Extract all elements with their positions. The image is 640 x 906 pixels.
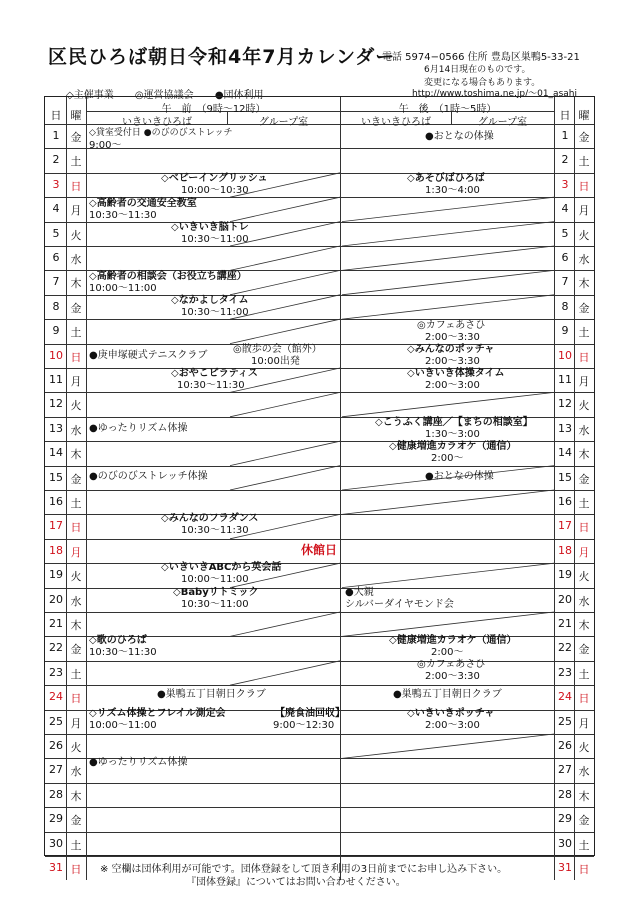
weekday-label-left: 土: [70, 326, 82, 340]
day-number-right: 23: [558, 665, 572, 679]
day-number-right: 25: [558, 714, 572, 728]
day-number-right: 24: [558, 690, 572, 704]
event-d20-pm-name: シルバーダイヤモンド会: [345, 599, 454, 610]
day-number-right: 15: [558, 470, 572, 484]
weekday-label-left: 火: [70, 741, 82, 754]
weekday-label-left: 水: [70, 423, 82, 437]
day-number-left: 4: [52, 202, 60, 216]
weekday-label-right: 水: [578, 594, 590, 608]
empty-slot-diagonal: [342, 612, 554, 636]
event-d17-am: ◇みんなのフラダンス: [161, 513, 259, 524]
day-number-right: 17: [558, 519, 572, 533]
day-number-right: 8: [561, 299, 569, 313]
event-d11-am: ◇おやこピラティス: [171, 368, 258, 379]
day-number-left: 5: [52, 226, 60, 240]
day-number-right: 19: [558, 568, 572, 582]
weekday-label-right: 日: [578, 692, 590, 706]
event-d13-pm: ◇こうふく講座／【まちの相談室】: [375, 417, 533, 428]
event-d27-am: ●ゆったりリズム体操: [89, 757, 188, 768]
event-d1-pm: ●おとなの体操: [425, 131, 494, 142]
weekday-label-right: 水: [578, 253, 590, 266]
empty-slot-diagonal: [230, 197, 340, 221]
row-divider: [45, 295, 594, 296]
day-number-right: 14: [558, 446, 572, 460]
weekday-label-left: 月: [70, 545, 82, 559]
day-number-right: 29: [558, 812, 572, 826]
weekday-label-right: 月: [578, 545, 590, 559]
row-divider: [45, 539, 594, 540]
event-d9-pm-time: 2:00〜3:30: [425, 332, 480, 343]
day-number-left: 25: [49, 714, 63, 728]
day-number-right: 20: [558, 592, 572, 606]
event-d3-am: ◇ベビーイングリッシュ: [161, 173, 268, 184]
event-d11-pm: ◇いきいき体操タイム: [407, 368, 505, 379]
weekday-label-left: 水: [70, 594, 82, 608]
day-number-left: 28: [49, 787, 63, 801]
event-d10-pm-time: 2:00〜3:30: [425, 356, 480, 367]
event-d3-pm: ◇あそびばひろば: [407, 173, 485, 184]
day-number-left: 2: [52, 153, 60, 167]
empty-slot-diagonal: [230, 466, 340, 490]
day-number-right: 30: [558, 836, 572, 850]
day-number-right: 27: [558, 763, 572, 777]
event-d7-am: ◇高齢者の相談会（お役立ち講座）: [89, 271, 247, 282]
event-d24-am: ●巣鴨五丁目朝日クラブ: [157, 689, 266, 700]
day-number-left: 20: [49, 592, 63, 606]
weekday-label-left: 金: [70, 301, 82, 315]
day-number-left: 23: [49, 665, 63, 679]
column-divider: [554, 97, 555, 880]
event-d15-pm: ●おとなの体操: [425, 471, 494, 482]
weekday-label-right: 木: [578, 789, 590, 803]
weekday-label-left: 土: [70, 497, 82, 510]
day-number-right: 22: [558, 641, 572, 655]
weekday-label-right: 火: [578, 399, 590, 413]
header-pm-group: グループ室: [477, 117, 528, 128]
column-divider: [340, 97, 341, 880]
empty-slot-diagonal: [230, 246, 340, 270]
header-day-left: 日: [50, 109, 62, 122]
day-number-left: 18: [49, 543, 63, 557]
event-d15-am: ●のびのびストレッチ体操: [89, 471, 208, 482]
legend-council: ◎運営協議会: [134, 90, 194, 101]
row-divider: [45, 173, 594, 174]
event-d20-pm: ●大親: [345, 587, 374, 598]
event-d1-am-time: 9:00〜: [89, 140, 122, 151]
weekday-label-left: 月: [70, 204, 82, 218]
day-number-right: 10: [558, 348, 572, 362]
weekday-label-left: 木: [70, 448, 82, 462]
weekday-label-left: 火: [70, 570, 82, 584]
weekday-label-left: 水: [70, 765, 82, 779]
row-divider: [45, 856, 594, 857]
weekday-label-right: 水: [578, 765, 590, 779]
weekday-label-left: 日: [70, 179, 82, 193]
weekday-label-right: 土: [578, 326, 590, 340]
weekday-label-left: 金: [70, 643, 82, 657]
weekday-label-right: 金: [578, 301, 590, 315]
event-d3-am-time: 10:00〜10:30: [181, 185, 249, 196]
event-d8-am: ◇なかよしタイム: [171, 295, 249, 306]
weekday-label-right: 月: [578, 716, 590, 730]
weekday-label-left: 日: [70, 350, 82, 364]
weekday-label-right: 木: [578, 619, 590, 632]
day-number-left: 3: [52, 177, 60, 191]
weekday-label-right: 月: [578, 204, 590, 218]
day-number-left: 9: [52, 324, 60, 338]
day-number-left: 10: [49, 348, 63, 362]
event-d22-pm-time: 2:00〜: [431, 647, 464, 658]
event-d8-am-time: 10:30〜11:00: [181, 307, 249, 318]
update-note: 6月14日現在のものです。: [424, 65, 531, 75]
day-number-left: 16: [49, 495, 63, 508]
weekday-label-right: 土: [578, 667, 590, 681]
weekday-label-left: 金: [70, 814, 82, 828]
event-d11-am-time: 10:30〜11:30: [177, 380, 245, 391]
event-d10-group-time: 10:00出発: [251, 356, 300, 367]
empty-slot-diagonal: [230, 319, 340, 343]
event-d13-am: ●ゆったりリズム体操: [89, 423, 188, 434]
column-divider: [86, 97, 87, 880]
empty-slot-diagonal: [342, 197, 554, 221]
weekday-label-left: 木: [70, 789, 82, 803]
header-pm: 午 後 （1時〜5時）: [398, 104, 497, 115]
day-number-right: 16: [558, 495, 572, 508]
row-divider: [45, 563, 594, 564]
event-d4-am-time: 10:30〜11:30: [89, 210, 157, 221]
day-number-left: 22: [49, 641, 63, 655]
day-number-left: 24: [49, 690, 63, 704]
weekday-label-left: 金: [70, 131, 82, 144]
day-number-left: 21: [49, 617, 63, 630]
row-divider: [45, 783, 594, 784]
day-number-left: 30: [49, 836, 63, 850]
weekday-label-right: 土: [578, 497, 590, 510]
event-d11-pm-time: 2:00〜3:00: [425, 380, 480, 391]
event-d22-am: ◇歌のひろば: [89, 635, 147, 646]
event-d3-pm-time: 1:30〜4:00: [425, 185, 480, 196]
weekday-label-left: 日: [70, 692, 82, 706]
day-number-right: 31: [558, 861, 572, 874]
website-link[interactable]: http://www.toshima.ne.jp/〜01_asahi: [412, 89, 577, 99]
row-divider: [45, 807, 594, 808]
weekday-label-left: 月: [70, 716, 82, 730]
weekday-label-right: 日: [578, 179, 590, 193]
header-day-right: 日: [559, 109, 571, 122]
weekday-label-left: 水: [70, 253, 82, 266]
weekday-label-right: 金: [578, 131, 590, 144]
day-number-left: 31: [49, 861, 63, 874]
weekday-label-left: 土: [70, 667, 82, 681]
change-note: 変更になる場合もあります。: [424, 78, 541, 88]
row-divider: [45, 612, 594, 613]
row-divider: [45, 392, 594, 393]
weekday-label-left: 日: [70, 521, 82, 535]
day-number-right: 7: [561, 275, 569, 289]
day-number-right: 5: [561, 226, 569, 240]
legend-group-use: ●団体利用: [214, 90, 264, 101]
event-d25-pm: ◇いきいきポッチャ: [407, 708, 495, 719]
weekday-label-right: 木: [578, 277, 590, 291]
header-am: 午 前 （9時〜12時）: [161, 104, 266, 115]
event-d24-pm: ●巣鴨五丁目朝日クラブ: [393, 689, 502, 700]
event-d1-am: ◇貸室受付日 ●のびのびストレッチ: [89, 128, 233, 138]
day-number-left: 27: [49, 763, 63, 777]
event-d13-pm-time: 1:30〜3:00: [425, 429, 480, 440]
event-d14-pm: ◇健康増進カラオケ（通信）: [389, 441, 517, 452]
empty-slot-diagonal: [342, 563, 554, 587]
header-weekday-left: 曜: [70, 109, 82, 122]
empty-slot-diagonal: [342, 490, 554, 514]
row-divider: [45, 661, 594, 662]
weekday-label-right: 火: [578, 570, 590, 584]
event-d22-pm: ◇健康増進カラオケ（通信）: [389, 635, 517, 646]
empty-slot-diagonal: [230, 661, 340, 685]
weekday-label-right: 水: [578, 423, 590, 437]
header-am-hiroba: いきいきひろば: [122, 117, 192, 128]
footer-note: ※ 空欄は団体利用が可能です。団体登録をして頂き利用の3日前までにお申し込み下さい。: [100, 864, 508, 875]
row-divider: [45, 588, 594, 589]
event-d20-am: ◇Babyリトミック: [173, 587, 259, 598]
row-divider: [45, 222, 594, 223]
event-d17-am-time: 10:30〜11:30: [181, 525, 249, 536]
empty-slot-diagonal: [342, 392, 554, 416]
weekday-label-left: 火: [70, 228, 82, 242]
weekday-label-right: 月: [578, 375, 590, 388]
row-divider: [45, 514, 594, 515]
weekday-label-left: 日: [70, 863, 82, 876]
event-d14-pm-time: 2:00〜: [431, 453, 464, 464]
weekday-label-left: 土: [70, 155, 82, 169]
day-number-right: 18: [558, 543, 572, 557]
empty-slot-diagonal: [342, 295, 554, 319]
row-divider: [45, 368, 594, 369]
row-divider: [45, 466, 594, 467]
event-d9-pm: ◎カフェあさひ: [417, 320, 486, 331]
event-d5-am-time: 10:30〜11:00: [181, 234, 249, 245]
event-d19-am: ◇いきいきABCから英会話: [161, 562, 282, 573]
day-number-right: 4: [561, 202, 569, 216]
day-number-right: 9: [561, 324, 569, 338]
event-d22-am-time: 10:30〜11:30: [89, 647, 157, 658]
event-d25-am-time: 10:00〜11:00: [89, 720, 157, 731]
weekday-label-right: 日: [578, 863, 590, 876]
event-d7-am-time: 10:00〜11:00: [89, 283, 157, 294]
day-number-right: 11: [558, 373, 572, 386]
weekday-label-left: 土: [70, 838, 82, 852]
weekday-label-left: 火: [70, 399, 82, 413]
page-title: 区民ひろば朝日令和4年7月カレンダー: [48, 46, 396, 68]
day-number-left: 29: [49, 812, 63, 826]
weekday-label-left: 木: [70, 277, 82, 291]
day-number-left: 7: [52, 275, 60, 289]
event-d19-am-time: 10:00〜11:00: [181, 574, 249, 585]
row-divider: [45, 832, 594, 833]
day-number-right: 26: [558, 739, 572, 752]
row-divider: [45, 246, 594, 247]
empty-slot-diagonal: [342, 734, 554, 758]
empty-slot-diagonal: [230, 612, 340, 636]
day-number-left: 11: [49, 373, 63, 386]
weekday-label-right: 木: [578, 448, 590, 462]
empty-slot-diagonal: [342, 222, 554, 246]
day-number-left: 1: [52, 129, 60, 142]
empty-slot-diagonal: [342, 270, 554, 294]
event-d5-am: ◇いきいき脳トレ: [171, 222, 249, 233]
legend-main-event: ◇主催事業: [66, 90, 114, 101]
header-am-group: グループ室: [258, 117, 309, 128]
event-d25-group: 【廃食油回収】: [275, 708, 345, 719]
event-d25-group-time: 9:00〜12:30: [273, 720, 335, 731]
day-number-left: 26: [49, 739, 63, 752]
row-divider: [45, 148, 594, 149]
day-number-left: 8: [52, 299, 60, 313]
day-number-right: 21: [558, 617, 572, 630]
row-divider: [45, 734, 594, 735]
closed-day-label: 休館日: [301, 543, 338, 557]
event-d10-am: ●庚申塚硬式テニスクラブ: [89, 350, 208, 361]
empty-slot-diagonal: [342, 246, 554, 270]
event-d10-group: ◎散歩の会（館外）: [233, 344, 322, 355]
event-d10-pm: ◇みんなのポッチャ: [407, 344, 495, 355]
event-d4-am: ◇高齢者の交通安全教室: [89, 198, 197, 209]
weekday-label-right: 日: [578, 521, 590, 535]
day-number-left: 15: [49, 470, 63, 484]
day-number-right: 12: [558, 397, 572, 411]
event-d25-am: ◇リズム体操とフレイル測定会: [89, 708, 226, 719]
event-d23-pm-time: 2:00〜3:30: [425, 671, 480, 682]
footer-inquiry: 『団体登録』についてはお問い合わせください。: [186, 877, 406, 888]
row-divider: [45, 685, 594, 686]
day-number-right: 28: [558, 787, 572, 801]
event-d23-pm: ◎カフェあさひ: [417, 659, 486, 670]
weekday-label-right: 金: [578, 814, 590, 828]
empty-slot-diagonal: [230, 392, 340, 416]
day-number-right: 13: [558, 421, 572, 435]
day-number-left: 14: [49, 446, 63, 460]
day-number-right: 1: [561, 129, 569, 142]
day-number-left: 12: [49, 397, 63, 411]
weekday-label-right: 土: [578, 155, 590, 169]
day-number-left: 13: [49, 421, 63, 435]
weekday-label-left: 木: [70, 619, 82, 632]
row-divider: [45, 319, 594, 320]
day-number-right: 3: [561, 177, 569, 191]
day-number-right: 6: [561, 251, 569, 264]
day-number-left: 6: [52, 251, 60, 264]
contact-info: 電話 5974−0566 住所 豊島区巣鴨5-33-21: [382, 52, 580, 63]
weekday-label-right: 日: [578, 350, 590, 364]
row-divider: [45, 490, 594, 491]
weekday-label-left: 金: [70, 472, 82, 486]
event-d20-am-time: 10:30〜11:00: [181, 599, 249, 610]
weekday-label-left: 月: [70, 375, 82, 388]
weekday-label-right: 金: [578, 472, 590, 486]
weekday-label-right: 火: [578, 741, 590, 754]
weekday-label-right: 火: [578, 228, 590, 242]
day-number-left: 17: [49, 519, 63, 533]
empty-slot-diagonal: [230, 441, 340, 465]
day-number-left: 19: [49, 568, 63, 582]
day-number-right: 2: [561, 153, 569, 167]
header-pm-hiroba: いきいきひろば: [361, 117, 431, 128]
weekday-label-right: 金: [578, 643, 590, 657]
event-d25-pm-time: 2:00〜3:00: [425, 720, 480, 731]
header-weekday-right: 曜: [578, 109, 590, 122]
weekday-label-right: 土: [578, 838, 590, 852]
